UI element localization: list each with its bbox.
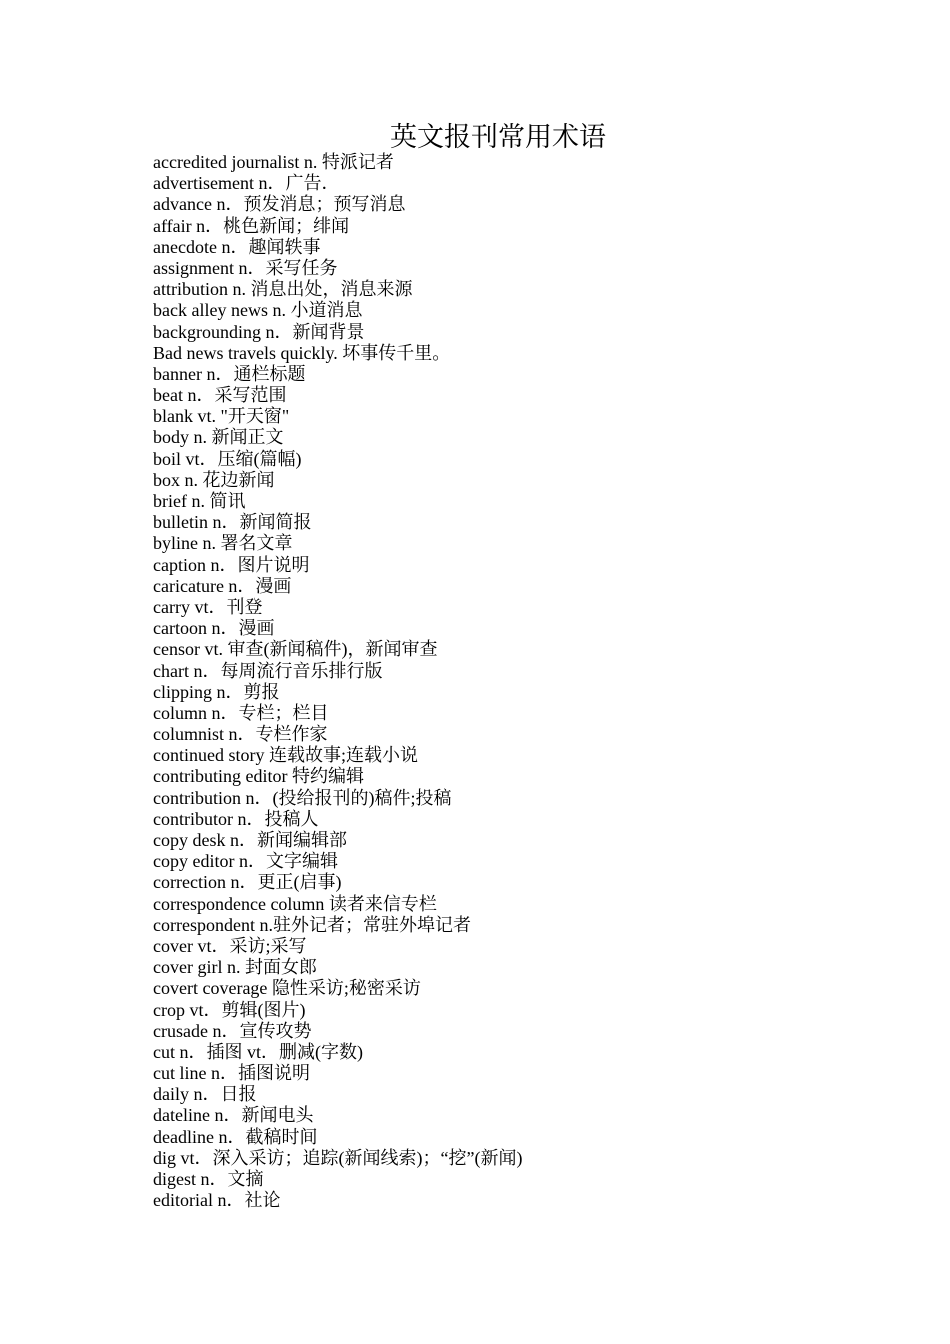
glossary-entry: dig vt．深入采访；追踪(新闻线索)；“挖”(新闻) (153, 1147, 523, 1168)
glossary-entry: affair n．桃色新闻；绯闻 (153, 215, 350, 236)
glossary-entry: continued story 连载故事;连载小说 (153, 745, 418, 766)
glossary-entry: cartoon n．漫画 (153, 618, 275, 639)
glossary-entry: chart n．每周流行音乐排行版 (153, 660, 383, 681)
glossary-entry: columnist n．专栏作家 (153, 724, 328, 745)
glossary-entry: correction n．更正(启事) (153, 872, 342, 893)
glossary-entry: cover vt．采访;采写 (153, 935, 307, 956)
glossary-entry: backgrounding n．新闻背景 (153, 321, 365, 342)
glossary-entry: daily n．日报 (153, 1084, 257, 1105)
glossary-entry: byline n. 署名文章 (153, 533, 293, 554)
glossary-entry: column n．专栏；栏目 (153, 702, 329, 723)
glossary-entry: correspondence column 读者来信专栏 (153, 893, 437, 914)
glossary-entry: copy desk n．新闻编辑部 (153, 830, 347, 850)
glossary-entry: banner n．通栏标题 (153, 363, 306, 384)
glossary-entry: contribution n．(投给报刊的)稿件;投稿 (153, 787, 452, 808)
glossary-entry: digest n．文摘 (153, 1169, 264, 1189)
glossary-entry: censor vt. 审查(新闻稿件)，新闻审查 (153, 639, 438, 660)
glossary-entry: dateline n．新闻电头 (153, 1105, 314, 1126)
glossary-entry: crusade n．宣传攻势 (153, 1020, 312, 1041)
glossary-entry: copy editor n．文字编辑 (153, 851, 338, 872)
glossary-entry: crop vt．剪辑(图片) (153, 999, 306, 1020)
glossary-entry: boil vt．压缩(篇幅) (153, 448, 302, 469)
glossary-entry: caricature n．漫画 (153, 575, 292, 596)
glossary-entry: clipping n．剪报 (153, 681, 280, 702)
glossary-entry: cover girl n. 封面女郎 (153, 957, 317, 978)
glossary-entry: attribution n. 消息出处，消息来源 (153, 279, 413, 300)
glossary-entry: blank vt. "开天窗" (153, 406, 290, 427)
glossary-entry: bulletin n．新闻简报 (153, 512, 312, 533)
glossary-entry: deadline n．截稿时间 (153, 1126, 318, 1147)
glossary-entry: cut n．插图 vt．删减(字数) (153, 1041, 363, 1062)
glossary-list (153, 152, 522, 1211)
glossary-entry: box n. 花边新闻 (153, 469, 275, 490)
glossary-entry: back alley news n. 小道消息 (153, 300, 363, 321)
glossary-entry: caption n．图片说明 (153, 554, 310, 575)
glossary-entry: beat n．采写范围 (153, 385, 287, 406)
glossary-entry: accredited journalist n. 特派记者 (153, 152, 394, 172)
glossary-entry: contributing editor 特约编辑 (153, 766, 364, 787)
glossary-entry: brief n. 简讯 (153, 491, 246, 511)
glossary-entry: Bad news travels quickly. 坏事传千里。 (153, 342, 451, 363)
glossary-entry: correspondent n.驻外记者；常驻外埠记者 (153, 914, 471, 935)
glossary-entry: covert coverage 隐性采访;秘密采访 (153, 978, 421, 999)
document-title: 英文报刊常用术语 (390, 122, 606, 153)
glossary-entry: cut line n．插图说明 (153, 1063, 310, 1084)
glossary-entry: body n. 新闻正文 (153, 427, 284, 448)
glossary-entry: carry vt．刊登 (153, 596, 263, 617)
glossary-entry: anecdote n．趣闻轶事 (153, 236, 321, 257)
glossary-entry: advertisement n．广告． (153, 173, 340, 194)
glossary-entry: contributor n．投稿人 (153, 808, 319, 829)
glossary-entry: advance n．预发消息；预写消息 (153, 194, 406, 215)
glossary-entry: editorial n．社论 (153, 1190, 281, 1211)
glossary-entry: assignment n．采写任务 (153, 257, 338, 278)
